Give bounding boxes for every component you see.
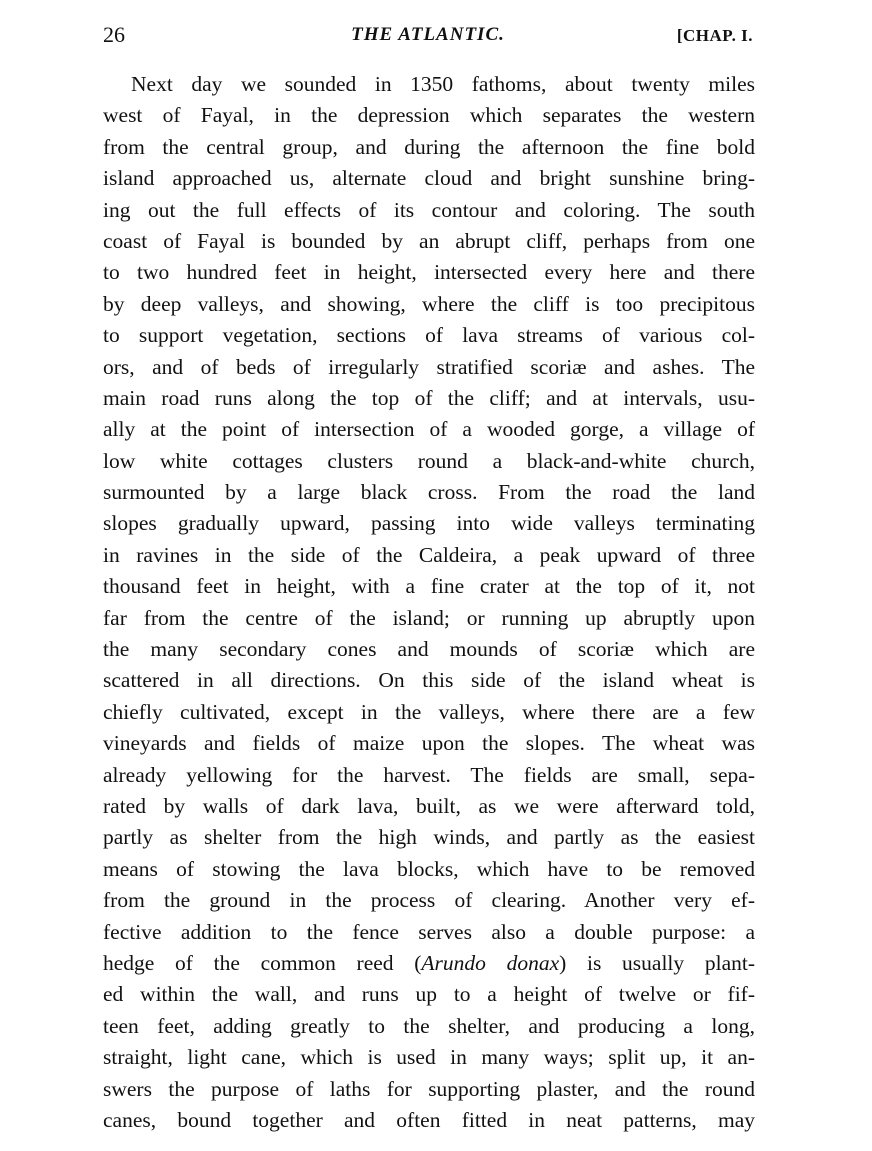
text-segment: hedge of the common reed ( <box>103 950 422 975</box>
text-line: ors, and of beds of irregularly stratified scoriæ and ashes. The <box>103 354 755 379</box>
text-segment: ) is usually plant- <box>559 950 756 975</box>
text-line: rated by walls of dark lava, built, as we were afterward told, <box>103 793 755 818</box>
text-line: vineyards and fields of maize upon the slopes. The wheat was <box>103 731 755 756</box>
italic-text: Arundo donax <box>421 950 560 975</box>
text-line: ally at the point of intersection of a wooded gorge, a village of <box>103 417 755 442</box>
text-line: straight, light cane, which is used in many ways; split up, it an- <box>103 1045 755 1070</box>
text-line: by deep valleys, and showing, where the cliff is too precipitous <box>103 291 755 316</box>
body-text <box>103 69 755 1136</box>
text-line: already yellowing for the harvest. The fields are small, sepa- <box>103 762 755 787</box>
text-line: fective addition to the fence serves also a double purpose: a <box>103 919 755 944</box>
text-line: coast of Fayal is bounded by an abrupt cliff, perhaps from one <box>103 228 755 253</box>
text-line: canes, bound together and often fitted in neat patterns, may <box>103 1107 755 1132</box>
text-line: far from the centre of the island; or running up abruptly upon <box>103 605 755 630</box>
page-number: 26 <box>103 22 125 47</box>
text-line: the many secondary cones and mounds of scoriæ which are <box>103 637 755 662</box>
text-line: to two hundred feet in height, intersected every here and there <box>103 260 755 285</box>
text-line <box>103 948 755 979</box>
text-line: ing out the full effects of its contour and coloring. The south <box>103 197 755 222</box>
text-line: swers the purpose of laths for supporting plaster, and the round <box>103 1076 755 1101</box>
text-line: teen feet, adding greatly to the shelter, and producing a long, <box>103 1013 755 1038</box>
text-line: partly as shelter from the high winds, and partly as the easiest <box>103 825 755 850</box>
page-header <box>103 22 753 52</box>
text-line: Next day we sounded in 1350 fathoms, about twenty miles <box>131 72 755 96</box>
text-line: surmounted by a large black cross. From the road the land <box>103 480 755 505</box>
text-line: to support vegetation, sections of lava streams of various col- <box>103 323 755 348</box>
text-line: main road runs along the top of the cliff; and at intervals, usu- <box>103 385 755 410</box>
text-line: slopes gradually upward, passing into wide valleys terminating <box>103 511 755 536</box>
text-line: chiefly cultivated, except in the valleys, where there are a few <box>103 699 755 724</box>
text-line: west of Fayal, in the depression which separates the western <box>103 103 755 128</box>
text-line: means of stowing the lava blocks, which have to be removed <box>103 856 755 881</box>
text-line: island approached us, alternate cloud and bright sunshine bring- <box>103 166 755 191</box>
text-line: ed within the wall, and runs up to a height of twelve or fif- <box>103 982 755 1007</box>
text-line: from the central group, and during the afternoon the fine bold <box>103 134 755 159</box>
text-line: in ravines in the side of the Caldeira, a peak upward of three <box>103 542 755 567</box>
chapter-label: [CHAP. I. <box>676 26 753 45</box>
text-line: scattered in all directions. On this side of the island wheat is <box>103 668 755 693</box>
text-line: low white cottages clusters round a black-and-white church, <box>103 448 755 473</box>
text-line: from the ground in the process of clearing. Another very ef- <box>103 888 755 913</box>
running-title: THE ATLANTIC. <box>351 24 505 45</box>
text-line: thousand feet in height, with a fine crater at the top of it, not <box>103 574 755 599</box>
